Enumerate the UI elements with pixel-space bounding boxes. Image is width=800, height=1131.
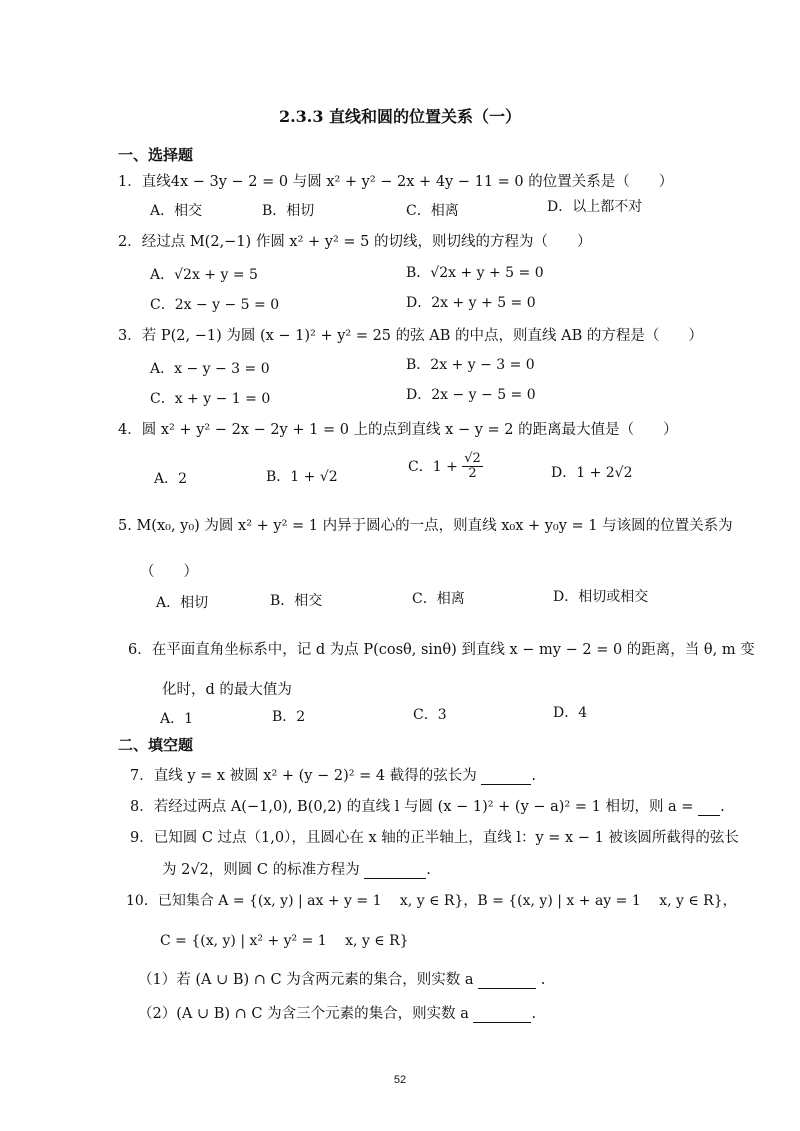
question-1-option-b: B．相切	[262, 203, 315, 219]
question-6-option-b: B．2	[272, 709, 306, 725]
question-9-text: 9．已知圆 C 过点（1,0），且圆心在 x 轴的正半轴上，直线 l：y = x − 1 被该圆所截得的弦长	[130, 830, 739, 846]
question-9-end: .	[426, 862, 431, 878]
question-7-end: .	[531, 768, 536, 784]
question-10-part-1-end: .	[540, 972, 546, 988]
question-5-option-d: D．相切或相交	[553, 589, 649, 605]
question-2-option-a: A．√2x + y = 5	[150, 267, 258, 283]
question-7-text: 7．直线 y = x 被圆 x² + (y − 2)² = 4 截得的弦长为	[130, 768, 477, 784]
question-6-option-d: D．4	[553, 705, 588, 721]
question-9-text2: 为 2√2，则圆 C 的标准方程为	[162, 862, 360, 878]
question-6-stem-continued: 化时，d 的最大值为	[162, 682, 292, 698]
question-1-option-c: C．相离	[406, 203, 459, 219]
section-fill-heading: 二、填空题	[118, 736, 194, 754]
answer-blank[interactable]	[698, 801, 720, 816]
question-7	[130, 764, 536, 785]
question-10-part-2-end: .	[531, 1006, 537, 1022]
question-2-option-d: D．2x + y + 5 = 0	[406, 295, 536, 311]
question-4-option-a: A．2	[154, 471, 188, 487]
question-5-stem: 5. M(x₀, y₀) 为圆 x² + y² = 1 内异于圆心的一点，则直线 x₀x + y₀y = 1 与该圆的位置关系为	[118, 518, 733, 534]
question-10-part-2-text: （2）(A ∪ B) ∩ C 为含三个元素的集合，则实数 a	[138, 1006, 469, 1022]
fraction-numerator: √2	[464, 451, 481, 466]
question-10-part-1-text: （1）若 (A ∪ B) ∩ C 为含两元素的集合，则实数 a	[138, 972, 474, 988]
question-4-option-b: B．1 + √2	[266, 469, 338, 485]
question-9-continued	[162, 858, 431, 879]
question-10-line-2: C = {(x, y) | x² + y² = 1 x, y ∈ R}	[160, 933, 409, 949]
question-8-end: .	[720, 799, 725, 815]
question-5-option-b: B．相交	[270, 593, 323, 609]
question-6-stem: 6．在平面直角坐标系中，记 d 为点 P(cosθ, sinθ) 到直线 x − my − 2 = 0 的距离，当 θ, m 变	[128, 642, 755, 658]
answer-blank[interactable]	[481, 770, 531, 785]
answer-blank[interactable]	[478, 974, 536, 989]
question-8	[130, 795, 725, 816]
question-4-stem: 4．圆 x² + y² − 2x − 2y + 1 = 0 上的点到直线 x − y = 2 的距离最大值是（ ）	[118, 422, 678, 438]
question-10-line-1: 10．已知集合 A = {(x, y) | ax + y = 1 x, y ∈ R}，B = {(x, y) | x + ay = 1 x, y ∈ R}，	[126, 893, 737, 909]
section-choice-heading: 一、选择题	[118, 146, 194, 164]
answer-blank[interactable]	[473, 1008, 531, 1023]
question-2-stem: 2．经过点 M(2,−1) 作圆 x² + y² = 5 的切线，则切线的方程为（ ）	[118, 234, 592, 250]
question-5-option-c: C．相离	[412, 591, 465, 607]
question-2-option-c: C．2x − y − 5 = 0	[150, 297, 280, 313]
question-8-text: 8．若经过两点 A(−1,0), B(0,2) 的直线 l 与圆 (x − 1)² + (y − a)² = 1 相切，则 a =	[130, 799, 694, 815]
question-4-option-c	[408, 452, 483, 482]
question-4-option-c-fraction	[462, 452, 483, 482]
question-3-stem: 3．若 P(2, −1) 为圆 (x − 1)² + y² = 25 的弦 AB 的中点，则直线 AB 的方程是（ ）	[118, 328, 703, 344]
question-3-option-d: D．2x − y − 5 = 0	[406, 387, 536, 403]
question-6-option-c: C．3	[413, 707, 447, 723]
question-2-option-b: B．√2x + y + 5 = 0	[406, 265, 544, 281]
question-1-stem: 1．直线4x − 3y − 2 = 0 与圆 x² + y² − 2x + 4y − 11 = 0 的位置关系是（ ）	[118, 174, 674, 190]
question-4-option-c-prefix: C．1 +	[408, 458, 458, 475]
question-3-option-a: A．x − y − 3 = 0	[150, 361, 270, 377]
question-10-part-2	[138, 1002, 536, 1023]
question-5-option-a: A．相切	[156, 595, 209, 611]
answer-blank[interactable]	[364, 864, 426, 879]
question-1-option-a: A．相交	[150, 203, 203, 219]
page-number: 52	[393, 1074, 407, 1086]
fraction-denominator: 2	[468, 466, 477, 482]
page-title: 2.3.3 直线和圆的位置关系（一）	[278, 107, 522, 126]
question-1-option-d: D．以上都不对	[547, 199, 643, 215]
question-5-paren: （ ）	[140, 564, 198, 580]
question-6-option-a: A．1	[160, 711, 194, 727]
question-3-option-c: C．x + y − 1 = 0	[150, 391, 271, 407]
question-4-option-d: D．1 + 2√2	[551, 465, 633, 481]
question-3-option-b: B．2x + y − 3 = 0	[406, 357, 535, 373]
question-10-part-1	[138, 968, 545, 989]
